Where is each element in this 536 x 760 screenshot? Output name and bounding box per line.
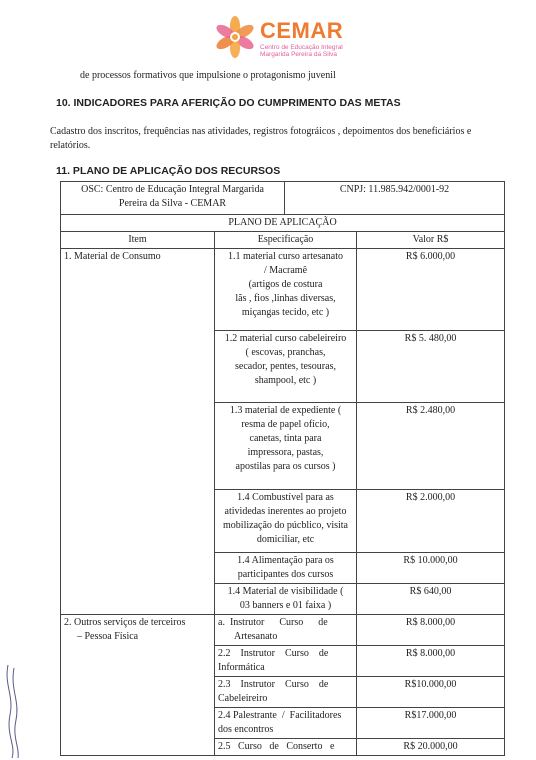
spec-line: dos encontros (218, 724, 274, 735)
signature-mark-icon (0, 660, 30, 760)
osc-line2: Pereira da Silva - CEMAR (118, 198, 227, 209)
spec-line: 1.4 Alimentação para os (237, 555, 334, 566)
spec-line: participantes dos cursos (237, 569, 334, 580)
spec-line: 2.5 Curso de Conserto e (218, 741, 335, 752)
spec-line: (artigos de costura (248, 279, 323, 290)
osc-row (61, 182, 505, 215)
spec-line: canetas, tinta para (249, 433, 322, 444)
spec-cell (215, 331, 357, 403)
group-material-consumo: 1. Material de Consumo (61, 249, 215, 615)
spec-line: 1.2 material curso cabeleireiro (224, 333, 347, 344)
flower-logo-icon (212, 14, 258, 60)
spec-line: 2.2 Instrutor Curso de (218, 648, 329, 659)
spec-cell (215, 739, 357, 756)
spec-line: apostilas para os cursos ) (235, 461, 336, 472)
table-row (61, 615, 505, 646)
spec-line: mobilização do púcblico, visita (223, 520, 348, 531)
col-header-spec: Especificação (215, 232, 357, 249)
spec-line: domiciliar, etc (256, 534, 315, 545)
value-cell: R$ 2.000,00 (357, 490, 505, 553)
spec-cell (215, 646, 357, 677)
spec-cell (215, 249, 357, 331)
spec-cell (215, 403, 357, 490)
spec-line: lãs , fios ,linhas diversas, (235, 293, 336, 304)
application-plan-table (60, 181, 505, 756)
col-header-item: Item (61, 232, 215, 249)
value-cell: R$ 20.000,00 (357, 739, 505, 756)
spec-line: Cabeleireiro (218, 693, 268, 704)
spec-line: shampool, etc ) (254, 375, 317, 386)
spec-cell (215, 584, 357, 615)
spec-line: a. Instrutor Curso de (218, 617, 328, 628)
value-cell: R$ 640,00 (357, 584, 505, 615)
spec-line: 03 banners e 01 faixa ) (239, 600, 332, 611)
group2-line2: – Pessoa Física (77, 631, 139, 642)
cemar-logo (212, 14, 372, 64)
spec-cell (215, 677, 357, 708)
value-cell: R$ 8.000,00 (357, 646, 505, 677)
logo-subtitle-line1: Centro de Educação Integral (260, 44, 343, 51)
plan-title-row (61, 215, 505, 232)
spec-line: 1.3 material de expediente ( (229, 405, 342, 416)
value-cell: R$ 6.000,00 (357, 249, 505, 331)
logo-brand-name: CEMAR (260, 18, 344, 43)
osc-cell (61, 182, 285, 215)
intro-line: de processos formativos que impulsione o protagonismo juvenil (80, 70, 336, 81)
spec-line: 1.4 Combustível para as (237, 492, 334, 503)
spec-line: 1.1 material curso artesanato (228, 251, 343, 262)
spec-line: miçangas tecido, etc ) (241, 307, 330, 318)
group-servicos-terceiros (61, 615, 215, 756)
osc-line1: OSC: Centro de Educação Integral Margarida (81, 184, 264, 195)
spec-line: / Macramê (263, 265, 308, 276)
spec-line: secador, pentes, tesouras, (235, 361, 336, 372)
column-header-row (61, 232, 505, 249)
spec-cell (215, 490, 357, 553)
section-10-heading: 10. INDICADORES PARA AFERIÇÃO DO CUMPRIMENTO DAS METAS (56, 97, 401, 109)
spec-cell (215, 553, 357, 584)
spec-line: Artesanato (234, 631, 278, 642)
col-header-value: Valor R$ (357, 232, 505, 249)
spec-line: 2.4 Palestrante / Facilitadores (218, 710, 342, 721)
cnpj-cell: CNPJ: 11.985.942/0001-92 (285, 182, 505, 215)
section-11-heading: 11. PLANO DE APLICAÇÃO DOS RECURSOS (56, 165, 281, 177)
value-cell: R$17.000,00 (357, 708, 505, 739)
table-row (61, 249, 505, 331)
spec-cell (215, 708, 357, 739)
section-10-text-line2: relatórios. (50, 140, 91, 151)
section-10-text-line1: Cadastro dos inscritos, frequências nas atividades, registros fotográicos , depoimentos dos beneficiários e (50, 126, 472, 137)
spec-line: ( escovas, pranchas, (245, 347, 326, 358)
value-cell: R$ 8.000,00 (357, 615, 505, 646)
spec-line: atividedas inerentes ao projeto (224, 506, 347, 517)
spec-line: 2.3 Instrutor Curso de (218, 679, 329, 690)
spec-line: impressora, pastas, (247, 447, 324, 458)
spec-line: resma de papel ofício, (241, 419, 330, 430)
logo-subtitle-line2: Margarida Pereira da Silva (260, 51, 337, 58)
group2-line1: 2. Outros serviços de terceiros (64, 617, 186, 628)
value-cell: R$ 10.000,00 (357, 553, 505, 584)
value-cell: R$10.000,00 (357, 677, 505, 708)
spec-line: 1.4 Material de visibilidade ( (227, 586, 344, 597)
spec-line: Informática (218, 662, 265, 673)
plan-title: PLANO DE APLICAÇÃO (61, 215, 505, 232)
spec-cell (215, 615, 357, 646)
value-cell: R$ 2.480,00 (357, 403, 505, 490)
value-cell: R$ 5. 480,00 (357, 331, 505, 403)
